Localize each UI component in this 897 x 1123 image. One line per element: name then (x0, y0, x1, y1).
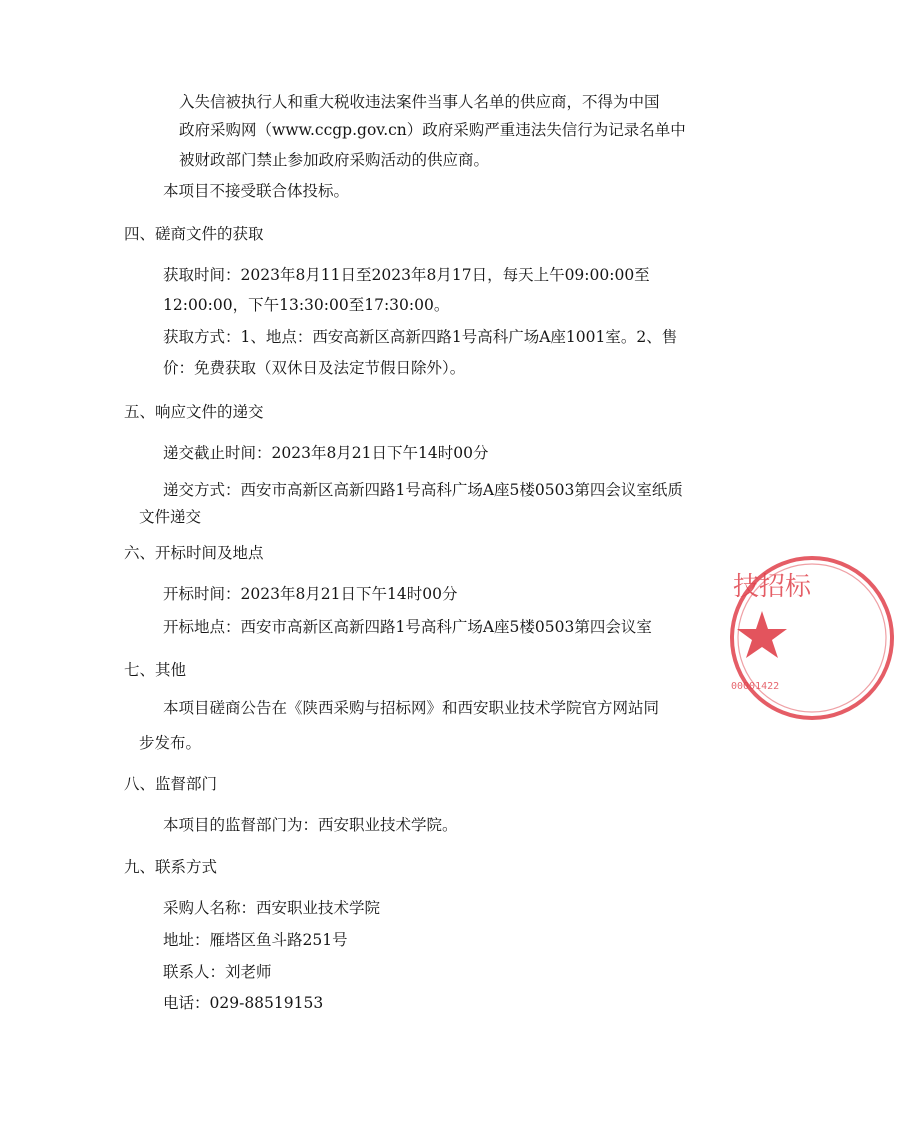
seal-star-icon (737, 611, 787, 658)
paragraph-line: 被财政部门禁止参加政府采购活动的供应商。 (179, 151, 490, 169)
paragraph-line: 开标地点：西安市高新区高新四路1号高科广场A座5楼0503第四会议室 (163, 618, 652, 636)
paragraph-line: 步发布。 (139, 734, 202, 752)
section-heading-6: 六、开标时间及地点 (124, 544, 264, 562)
paragraph-line: 获取时间：2023年8月11日至2023年8月17日，每天上午09:00:00至 (163, 266, 650, 284)
contact-address: 地址：雁塔区鱼斗路251号 (163, 931, 348, 949)
official-seal-stamp (727, 553, 897, 723)
section-heading-8: 八、监督部门 (124, 775, 218, 793)
contact-phone: 电话：029-88519153 (163, 994, 324, 1012)
paragraph-line: 获取方式：1、地点：西安高新区高新四路1号高科广场A座1001室。2、售 (163, 328, 678, 346)
paragraph-line: 本项目磋商公告在《陕西采购与招标网》和西安职业技术学院官方网站同 (163, 699, 660, 717)
paragraph-line: 12:00:00，下午13:30:00至17:30:00。 (163, 296, 450, 314)
paragraph-line: 价：免费获取（双休日及法定节假日除外）。 (163, 359, 466, 377)
seal-text-bottom: 00001422 (731, 681, 780, 692)
paragraph-line: 文件递交 (139, 508, 202, 526)
paragraph-line: 入失信被执行人和重大税收违法案件当事人名单的供应商，不得为中国 (179, 93, 660, 111)
paragraph-line: 递交截止时间：2023年8月21日下午14时00分 (163, 444, 489, 462)
paragraph-line: 本项目不接受联合体投标。 (163, 182, 350, 200)
seal-text-top: 技招标 (733, 572, 812, 602)
section-heading-4: 四、磋商文件的获取 (124, 225, 264, 243)
paragraph-line: 政府采购网（www.ccgp.gov.cn）政府采购严重违法失信行为记录名单中 (179, 121, 686, 139)
contact-purchaser: 采购人名称：西安职业技术学院 (163, 899, 381, 917)
paragraph-line: 递交方式：西安市高新区高新四路1号高科广场A座5楼0503第四会议室纸质 (163, 481, 683, 499)
section-heading-5: 五、响应文件的递交 (124, 403, 264, 421)
section-heading-9: 九、联系方式 (124, 858, 218, 876)
paragraph-line: 本项目的监督部门为：西安职业技术学院。 (163, 816, 458, 834)
paragraph-line: 开标时间：2023年8月21日下午14时00分 (163, 585, 458, 603)
section-heading-7: 七、其他 (124, 661, 187, 679)
contact-person: 联系人：刘老师 (163, 963, 272, 981)
